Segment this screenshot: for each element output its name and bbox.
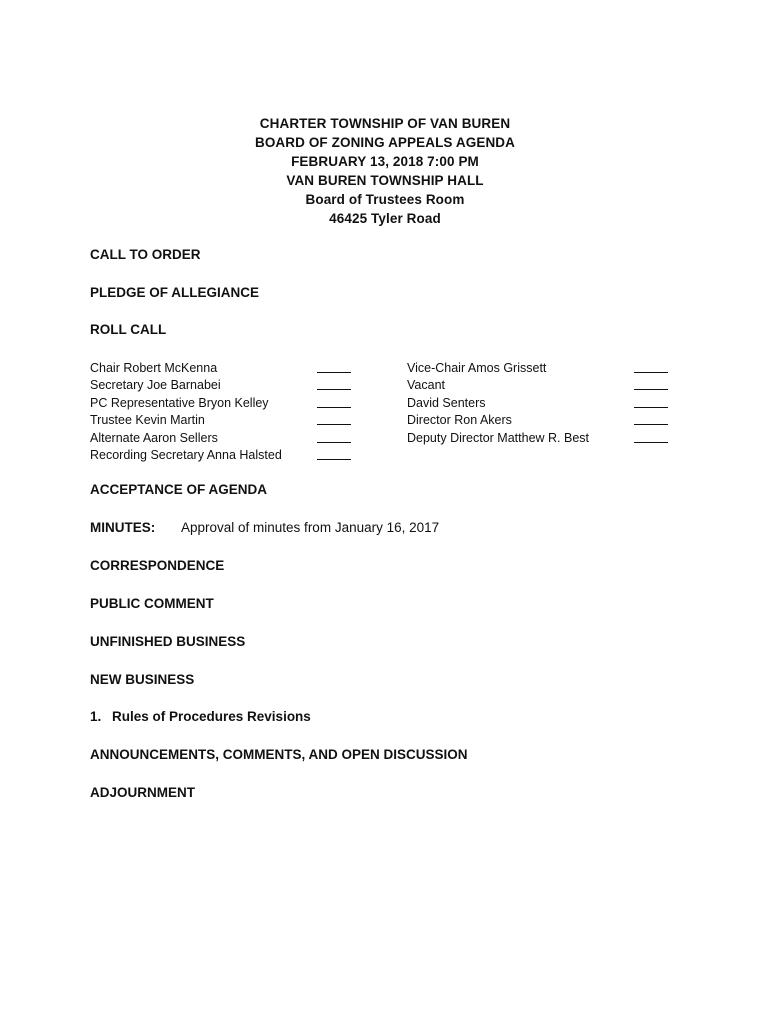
roll-call-row (90, 412, 690, 429)
roll-call-row (90, 395, 690, 412)
attendance-blank (317, 372, 351, 373)
unfinished-business-heading: UNFINISHED BUSINESS (90, 634, 246, 649)
minutes-label: MINUTES: (90, 520, 156, 535)
new-business-heading: NEW BUSINESS (90, 672, 195, 687)
meeting-address: 46425 Tyler Road (329, 211, 441, 226)
adjournment-heading: ADJOURNMENT (90, 785, 196, 800)
call-to-order-heading: CALL TO ORDER (90, 247, 201, 262)
roll-call-member: Trustee Kevin Martin (90, 413, 205, 428)
item-number: 1. (90, 709, 102, 724)
correspondence-heading: CORRESPONDENCE (90, 558, 225, 573)
roll-call-member: David Senters (407, 395, 486, 410)
roll-call-row (90, 377, 690, 394)
attendance-blank (634, 372, 668, 373)
roll-call-member: Vice-Chair Amos Grissett (407, 361, 547, 375)
pledge-heading: PLEDGE OF ALLEGIANCE (90, 285, 260, 300)
roll-call-row (90, 360, 690, 377)
roll-call-list (90, 360, 690, 464)
attendance-blank (317, 407, 351, 408)
attendance-blank (317, 459, 351, 460)
attendance-blank (634, 442, 668, 443)
roll-call-member: Director Ron Akers (407, 413, 512, 428)
township-name: CHARTER TOWNSHIP OF VAN BUREN (259, 116, 511, 131)
roll-call-member: Deputy Director Matthew R. Best (407, 430, 590, 445)
roll-call-member: Secretary Joe Barnabei (90, 378, 221, 393)
roll-call-member: Vacant (407, 378, 445, 393)
public-comment-heading: PUBLIC COMMENT (90, 596, 214, 611)
meeting-location: VAN BUREN TOWNSHIP HALL (286, 173, 484, 188)
attendance-blank (317, 389, 351, 390)
minutes-section (90, 520, 690, 536)
attendance-blank (317, 424, 351, 425)
roll-call-row (90, 447, 690, 464)
attendance-blank (317, 442, 351, 443)
announcements-heading: ANNOUNCEMENTS, COMMENTS, AND OPEN DISCUSSION (90, 747, 468, 762)
attendance-blank (634, 389, 668, 390)
roll-call-member: PC Representative Bryon Kelley (90, 395, 269, 410)
minutes-approval-text: Approval of minutes from January 16, 2017 (181, 520, 440, 535)
meeting-date-time: FEBRUARY 13, 2018 7:00 PM (291, 154, 479, 169)
meeting-room: Board of Trustees Room (305, 192, 465, 207)
item-title: Rules of Procedures Revisions (112, 709, 311, 724)
roll-call-member: Recording Secretary Anna Halsted (90, 447, 282, 462)
attendance-blank (634, 407, 668, 408)
roll-call-row (90, 430, 690, 447)
roll-call-heading: ROLL CALL (90, 322, 167, 337)
acceptance-heading: ACCEPTANCE OF AGENDA (90, 482, 268, 497)
agenda-header (0, 114, 770, 228)
new-business-item (90, 709, 311, 725)
roll-call-member: Chair Robert McKenna (90, 361, 218, 375)
board-agenda-title: BOARD OF ZONING APPEALS AGENDA (254, 135, 515, 150)
roll-call-member: Alternate Aaron Sellers (90, 430, 218, 445)
attendance-blank (634, 424, 668, 425)
